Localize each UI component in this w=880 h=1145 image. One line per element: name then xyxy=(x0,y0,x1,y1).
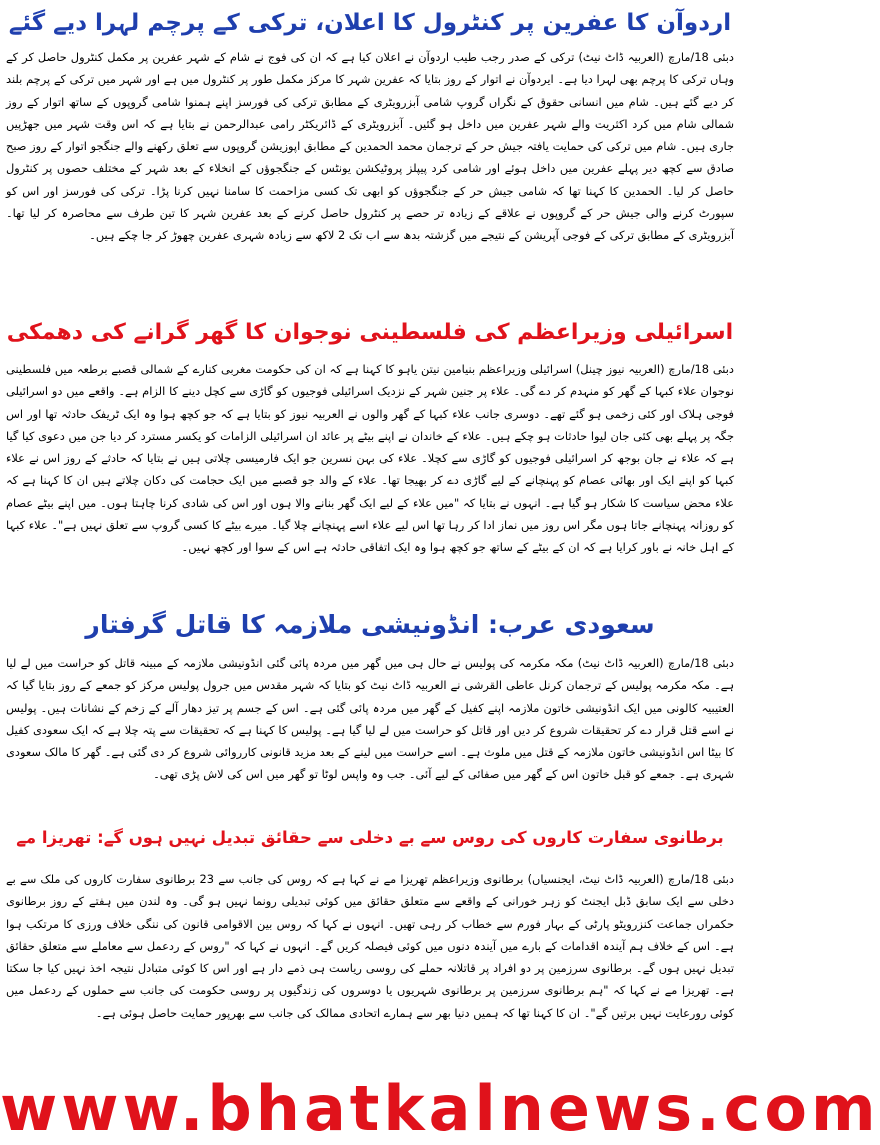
article-saudi-arrest xyxy=(6,598,734,808)
article-body: دبئی 18/مارچ (العربیہ نیوز چینل) اسرائیلی وزیراعظم بنیامین نیتن یاہو کا کہنا ہے کہ ان کی حکومت مغربی کنارے کے شمالی قصبے برطعہ میں فلسطینی نوجوان علاء کبہا کے گھر کو منہدم کر دے گی۔ علاء پر جنین شہر کے نزدیک اسرائیلی فوجیوں کو گاڑی سے کچل دینے کا الزام ہے۔ واقعے میں دو اسرائیلی فوجی ہلاک اور کئی زخمی ہو گئے تھے۔ دوسری جانب علاء کبہا کے گھر والوں نے العربیہ نیوز کو بتایا ہے کہ جو کچھ ہوا وہ ایک ٹریفک حادثہ تھا اور اس جگہ پر پہلے بھی کئی جان لیوا حادثات ہو چکے ہیں۔ علاء کے خاندان نے اپنے بیٹے پر عائد ان اسرائیلی الزامات کو یکسر مسترد کر دیا جن میں دعوی کیا گیا ہے کہ علاء نے جان بوجھ کر اسرائیلی فوجیوں کو گاڑی سے کچلا۔ علاء کی بہن نسرین جو ایک فارمیسی چلاتی ہیں نے بتایا کہ حادثے کے روز اس نے علاء کبہا کو اپنے ایک اور بھائی عصام کو پہنچانے کے لیے گاڑی دے کر بھیجا تھا۔ علاء کے والد جو قصبے میں ایک حجامت کی دکان چلاتے ہیں ان کا کہنا ہے کہ علاء محض سیاست کا شکار ہو گیا ہے۔ انہوں نے بتایا کہ "میں علاء کے لیے ایک گھر بنانے والا ہوں اور اس کی شادی کرنا چاہتا ہوں۔ میں اپنے بیٹے عصام کو روزانہ پہنچانے جاتا ہوں مگر اس روز میں نماز ادا کر رہا تھا اس لیے علاء اسے پہنچانے چلا گیا۔ میرے بیٹے کا کسی گروپ سے تعلق نہیں ہے"۔ علاء کبہا کے اہل خانہ نے باور کرایا ہے کہ ان کے بیٹے کے ساتھ جو کچھ ہوا وہ ایک اتفاقی حادثہ ہے اس کے سوا اور کچھ نہیں۔ xyxy=(6,362,734,555)
article-headline: برطانوی سفارت کاروں کی روس سے بے دخلی سے حقائق تبدیل نہیں ہوں گے: تھریزا مے xyxy=(16,828,724,847)
article-body: دبئی 18/مارچ (العربیہ ڈاٹ نیٹ، ایجنسیاں) برطانوی وزیراعظم تھریزا مے نے کہا ہے کہ روس کی جانب سے 23 برطانوی سفارت کاروں کی ملک سے بے دخلی سے ایک سابق ڈبل ایجنٹ کو زہر خورانی کے واقعے سے متعلق حقائق میں کوئی تبدیلی رونما نہیں ہو گی۔ وہ لندن میں ہفتے کے روز برطانوی حکمراں جماعت کنزرویٹو پارٹی کے بہار فورم سے خطاب کر رہی تھیں۔ انہوں نے کہا کہ روس بین الاقوامی قانون کی ننگی خلاف ورزی کا مرتکب ہوا ہے۔ اس کے خلاف ہم آیندہ اقدامات کے بارے میں آیندہ دنوں میں کوئی فیصلہ کریں گے۔ انہوں نے کہا کہ "روس کے ردعمل سے معاملے سے متعلق حقائق تبدیل نہیں ہوں گے۔ برطانوی سرزمین پر دو افراد پر قاتلانہ حملے کی روسی ریاست ہی ذمے دار ہے اور اس کا کوئی متبادل نتیجہ اخذ نہیں کیا جا سکتا ہے۔ تھریزا مے نے کہا کہ "ہم برطانوی سرزمین پر برطانوی شہریوں یا دوسروں کی زندگیوں پر روسی حکومت کی جانب سے حملوں کے ردعمل میں کوئی رورعایت نہیں برتیں گے"۔ ان کا کہنا تھا کہ ہمیں دنیا بھر سے ہمارے اتحادی ممالک کی جانب سے بھرپور حمایت حاصل ہوئی ہے۔ xyxy=(6,872,734,1020)
article-erdogan-afrin xyxy=(6,0,734,308)
article-body: دبئی 18/مارچ (العربیہ ڈاٹ نیٹ) ترکی کے صدر رجب طیب اردوآن نے اعلان کیا ہے کہ ان کی فوج نے شام کے شہر عفرین پر مکمل کنٹرول حاصل کر کے وہاں ترکی کا پرچم بھی لہرا دیا ہے۔ ایردوآن نے اتوار کے روز بتایا کہ عفرین شہر کا مرکز مکمل طور پر کنٹرول میں ہے اور شہر میں ترکی کے پرچم بلند کر دیے گئے ہیں۔ شام میں انسانی حقوق کے نگراں گروپ شامی آبزرویٹری کے مطابق ترکی کی فورسز اپنے ہمنوا شامی گروپوں کے ساتھ اتوار کے روز شمالی شام میں کرد اکثریت والے شہر عفرین میں داخل ہو گئیں۔ آبزرویٹری کے ڈائریکٹر رامی عبدالرحمن نے بتایا ہے کہ اس وقت شہر میں جھڑپیں جاری ہیں۔ شام میں ترکی کی حمایت یافتہ جیش حر کے ترجمان محمد الحمدین کے مطابق اپوزیشن گروپوں سے تعلق رکھنے والے جنگجو اتوار کے روز صبح صادق سے کچھ دیر پہلے عفرین میں داخل ہوئے اور شامی کرد پیپلز پروٹیکشن یونٹس کے جنگجوؤں کے انخلاء کے بعد شہر کے مختلف حصوں پر کنٹرول حاصل کر لیا۔ الحمدین کا کہنا تھا کہ شامی جیش حر کے جنگجوؤں کو ابھی تک کسی مزاحمت کا سامنا نہیں کرنا پڑا۔ ترکی کی فورسز اور اس کو سپورٹ کرنے والی جیش حر کے گروپوں نے علاقے کے زیادہ تر حصے پر کنٹرول حاصل کرنے کے بعد عفرین شہر کا تین طرف سے محاصرہ کر لیا تھا۔ آبزرویٹری کے مطابق ترکی کے فوجی آپریشن کے نتیجے میں گزشتہ بدھ سے اب تک 2 لاکھ سے زیادہ شہری عفرین چھوڑ کر جا چکے ہیں۔ xyxy=(6,50,735,243)
article-headline: سعودی عرب: انڈونیشی ملازمہ کا قاتل گرفتار xyxy=(85,610,655,639)
article-theresa-may xyxy=(6,808,734,1074)
article-israeli-pm-threat xyxy=(6,308,734,598)
article-headline: اردوآن کا عفرین پر کنٹرول کا اعلان، ترکی کے پرچم لہرا دیے گئے xyxy=(8,10,732,36)
website-footer-link[interactable]: www.bhatkalnews.com xyxy=(0,1072,880,1145)
article-body: دبئی 18/مارچ (العربیہ ڈاٹ نیٹ) مکہ مکرمہ کی پولیس نے حال ہی میں گھر میں مردہ پائی گئی انڈونیشی ملازمہ کے مبینہ قاتل کو حراست میں لے لیا ہے۔ مکہ مکرمہ پولیس کے ترجمان کرنل عاطی القرشی نے العربیہ ڈاٹ نیٹ کو بتایا کہ شہر مقدس میں جرول پولیس مرکز کو جمعے کے روز بتایا گیا کہ العتیبیہ کالونی میں ایک انڈونیشی خاتون ملازمہ اپنے کفیل کے گھر میں مردہ پائی گئی ہے۔ اس کے جسم پر تیز دھار آلے کے زخم کے نشانات ہیں۔ پولیس نے اسے قتل قرار دے کر تحقیقات شروع کر دیں اور قاتل کو حراست میں لے لیا گیا ہے۔ پولیس کا کہنا ہے کہ تحقیقات سے پتہ چلا ہے کہ ایک سعودی کفیل کا بیٹا اس انڈونیشی خاتون ملازمہ کے قتل میں ملوث ہے۔ اسے حراست میں لینے کے بعد مزید قانونی کارروائی شروع کر دی گئی ہے۔ گھر کا مالک سعودی شہری ہے۔ جمعے کو قبل خاتون اس کے گھر میں صفائی کے لیے آئی۔ جب وہ واپس لوٹا تو گھر میں اس کی لاش پڑی تھی۔ xyxy=(6,656,734,782)
article-headline: اسرائیلی وزیراعظم کی فلسطینی نوجوان کا گھر گرانے کی دھمکی xyxy=(6,320,734,345)
